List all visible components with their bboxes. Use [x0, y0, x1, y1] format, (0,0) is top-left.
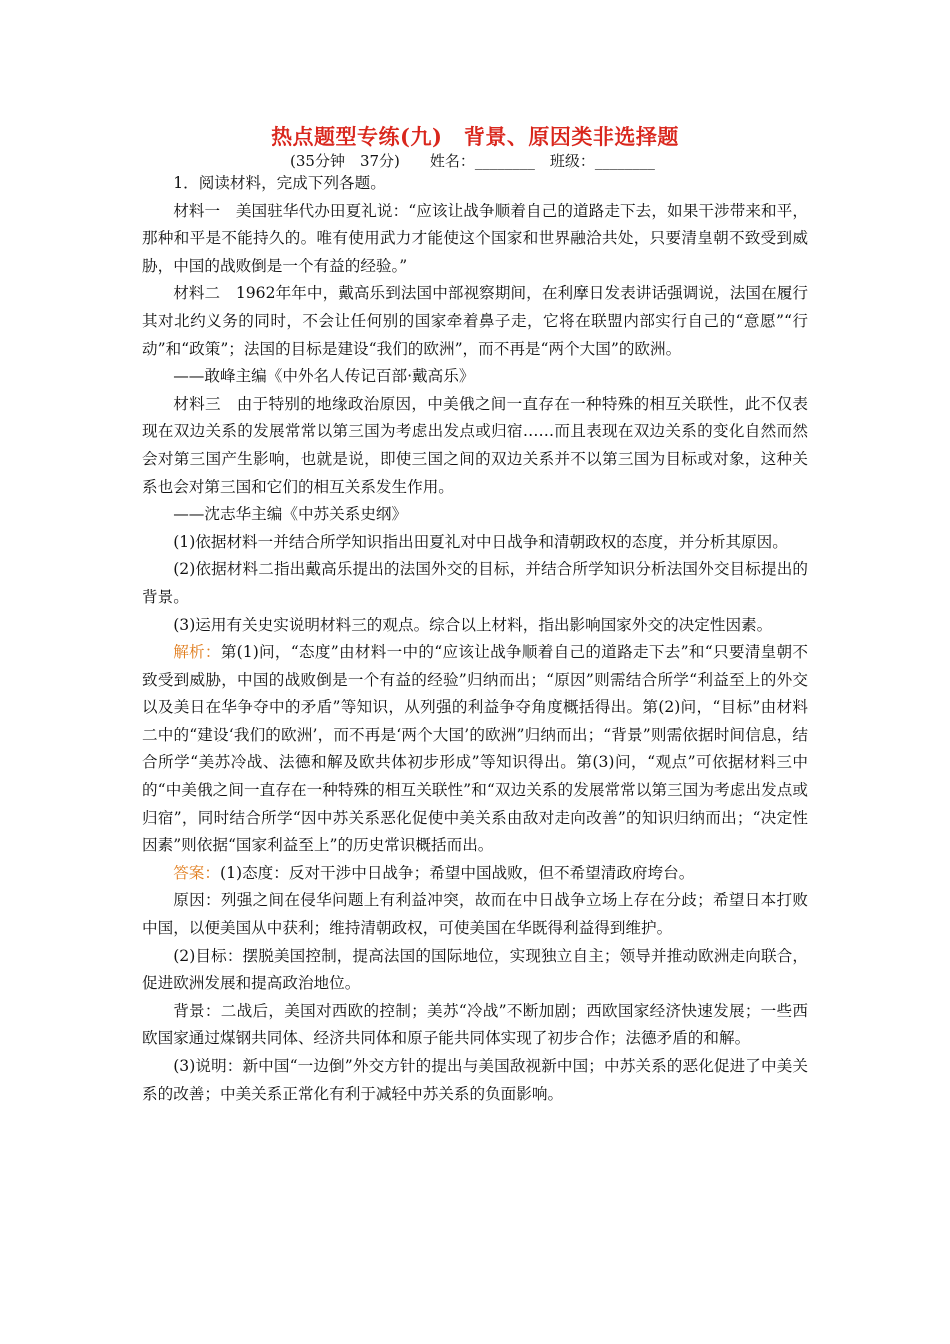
answer-2-background: 背景：二战后，美国对西欧的控制；美苏“冷战”不断加剧；西欧国家经济快速发展；一些西欧国家通过煤钢共同体、经济共同体和原子能共同体实现了初步合作；法德矛盾的和解。 — [142, 1001, 808, 1048]
material-one: 材料一 美国驻华代办田夏礼说：“应该让战争顺着自己的道路走下去，如果干涉带来和平，那种和平是不能持久的。唯有使用武力才能使这个国家和世界融洽共处，只要清皇朝不致受到威胁，中国的战败倒是一个有益的经验。” — [142, 201, 808, 275]
analysis-label: 解析： — [173, 643, 221, 662]
answer-label: 答案： — [173, 863, 220, 882]
document-page — [142, 122, 808, 1108]
material-two-source: ——敢峰主编《中外名人传记百部·戴高乐》 — [173, 367, 475, 386]
material-three-source: ——沈志华主编《中苏关系史纲》 — [173, 505, 408, 524]
question-intro: 1．阅读材料，完成下列各题。 — [173, 174, 386, 192]
answer-1 — [142, 860, 808, 888]
answer-1-text: (1)态度：反对干涉中日战争；希望中国战败，但不希望清政府垮台。 — [219, 863, 695, 882]
answer-3: (3)说明：新中国“一边倒”外交方针的提出与美国敌视新中国；中苏关系的恶化促进了中美关系的改善；中美关系正常化有利于减轻中苏关系的负面影响。 — [142, 1057, 808, 1103]
sub-question-2: (2)依据材料二指出戴高乐提出的法国外交的目标，并结合所学知识分析法国外交目标提出的背景。 — [142, 560, 808, 606]
analysis-text: 第(1)问，“态度”由材料一中的“应该让战争顺着自己的道路走下去”和“只要清皇朝不致受到威胁，中国的战败倒是一个有益的经验”归纳而出；“原因”则需结合所学“利益至上的外交以及美日在华争夺中的矛盾”等知识，从列强的利益争夺角度概括得出。第(2)问，“目标”由材料二中的“建设‘我们的欧洲’，而不再是‘两个大国’的欧洲”归纳而出；“背景”则需依据时间信息，结合所学“美苏冷战、法德和解及欧共体初步形成”等知识得出。第(3)问，“观点”可依据材料三中的“中美俄之间一直存在一种特殊的相互关联性”和“双边关系的发展常常以第三国为考虑出发点或归宿”，同时结合所学“因中苏关系恶化促使中美关系由敌对走向改善”的知识归纳而出；“决定性因素”则依据“国家利益至上”的历史常识概括而出。 — [142, 643, 808, 855]
answer-1-reason: 原因：列强之间在侵华问题上有利益冲突，故而在中日战争立场上存在分歧；希望日本打败中国，以便美国从中获利；维持清朝政权，可使美国在华既得利益得到维护。 — [142, 891, 808, 938]
answer-2: (2)目标：摆脱美国控制，提高法国的国际地位，实现独立自主；领导并推动欧洲走向联合，促进欧洲发展和提高政治地位。 — [142, 946, 808, 993]
page-title: 热点题型专练(九) 背景、原因类非选择题 — [271, 124, 679, 149]
material-three: 材料三 由于特别的地缘政治原因，中美俄之间一直存在一种特殊的相互关联性，此不仅表现在双边关系的发展常常以第三国为考虑出发点或归宿……而且表现在双边关系的变化自然而然会对第三国产生影响，也就是说，即使三国之间的双边关系并不以第三国为目标或对象，这种关系也会对第三国和它们的相互关系发生作用。 — [142, 394, 808, 496]
sub-question-3: (3)运用有关史实说明材料三的观点。综合以上材料，指出影响国家外交的决定性因素。 — [173, 615, 773, 634]
material-two: 材料二 1962年年中，戴高乐到法国中部视察期间，在利摩日发表讲话强调说，法国在履行其对北约义务的同时，不会让任何别的国家牵着鼻子走，它将在联盟内部实行自己的“意愿”“行动”和“政策”；法国的目标是建设“我们的欧洲”，而不再是“两个大国”的欧洲。 — [142, 284, 808, 358]
exam-meta: (35分钟 37分) 姓名：________ 班级：________ — [290, 152, 655, 170]
sub-question-1: (1)依据材料一并结合所学知识指出田夏礼对中日战争和清朝政权的态度，并分析其原因。 — [173, 532, 788, 551]
analysis-paragraph — [142, 639, 808, 860]
